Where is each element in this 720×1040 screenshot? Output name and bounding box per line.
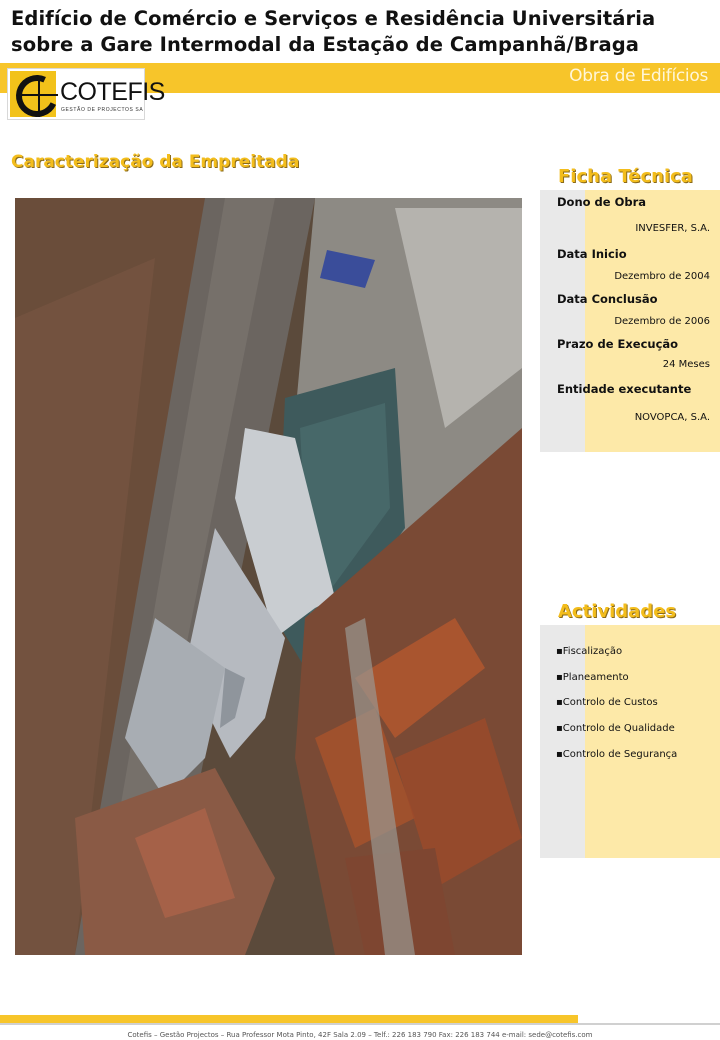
field-label-entidade: Entidade executante: [557, 382, 692, 396]
section-title-empreitada: Caracterização da Empreitada: [11, 152, 300, 172]
logo-mark-icon: [10, 71, 56, 117]
field-label-dono: Dono de Obra: [557, 195, 647, 209]
list-item: ▪Fiscalização: [556, 646, 623, 657]
logo-name: COTEFIS: [60, 78, 165, 106]
list-item: ▪Controlo de Custos: [556, 697, 658, 708]
field-label-data-conclusao: Data Conclusão: [557, 292, 658, 306]
footer-band: [0, 1015, 578, 1023]
title-line-2: sobre a Gare Intermodal da Estação de Campanhã/Braga: [11, 33, 640, 56]
footer-contact: Cotefis – Gestão Projectos – Rua Professor Mota Pinto, 42F Sala 2.09 – Telf.: 226 183 790 Fax: 226 183 744 e-mail: sede@cotefis.com: [127, 1031, 593, 1039]
page-title: [11, 6, 711, 58]
ficha-title: Ficha Técnica: [558, 166, 693, 187]
footer-divider: [0, 1023, 720, 1025]
field-value-dono: INVESFER, S.A.: [635, 223, 710, 234]
actividades-title: Actividades: [558, 601, 677, 622]
field-value-data-conclusao: Dezembro de 2006: [614, 316, 710, 327]
list-item: ▪Controlo de Qualidade: [556, 723, 675, 734]
aerial-photo: [15, 198, 522, 955]
field-label-prazo: Prazo de Execução: [557, 337, 679, 351]
logo-subtitle: GESTÃO DE PROJECTOS SA: [61, 107, 144, 113]
title-line-1: Edifício de Comércio e Serviços e Residência Universitária: [11, 7, 656, 30]
actividades-panel: [540, 625, 720, 858]
list-item: ▪Planeamento: [556, 672, 629, 683]
field-label-data-inicio: Data Inicio: [557, 247, 627, 261]
field-value-entidade: NOVOPCA, S.A.: [634, 412, 710, 423]
field-value-data-inicio: Dezembro de 2004: [614, 271, 710, 282]
band-label: Obra de Edifícios: [569, 66, 708, 86]
company-logo: [7, 68, 165, 120]
list-item: ▪Controlo de Segurança: [556, 749, 678, 760]
field-value-prazo: 24 Meses: [662, 359, 710, 370]
